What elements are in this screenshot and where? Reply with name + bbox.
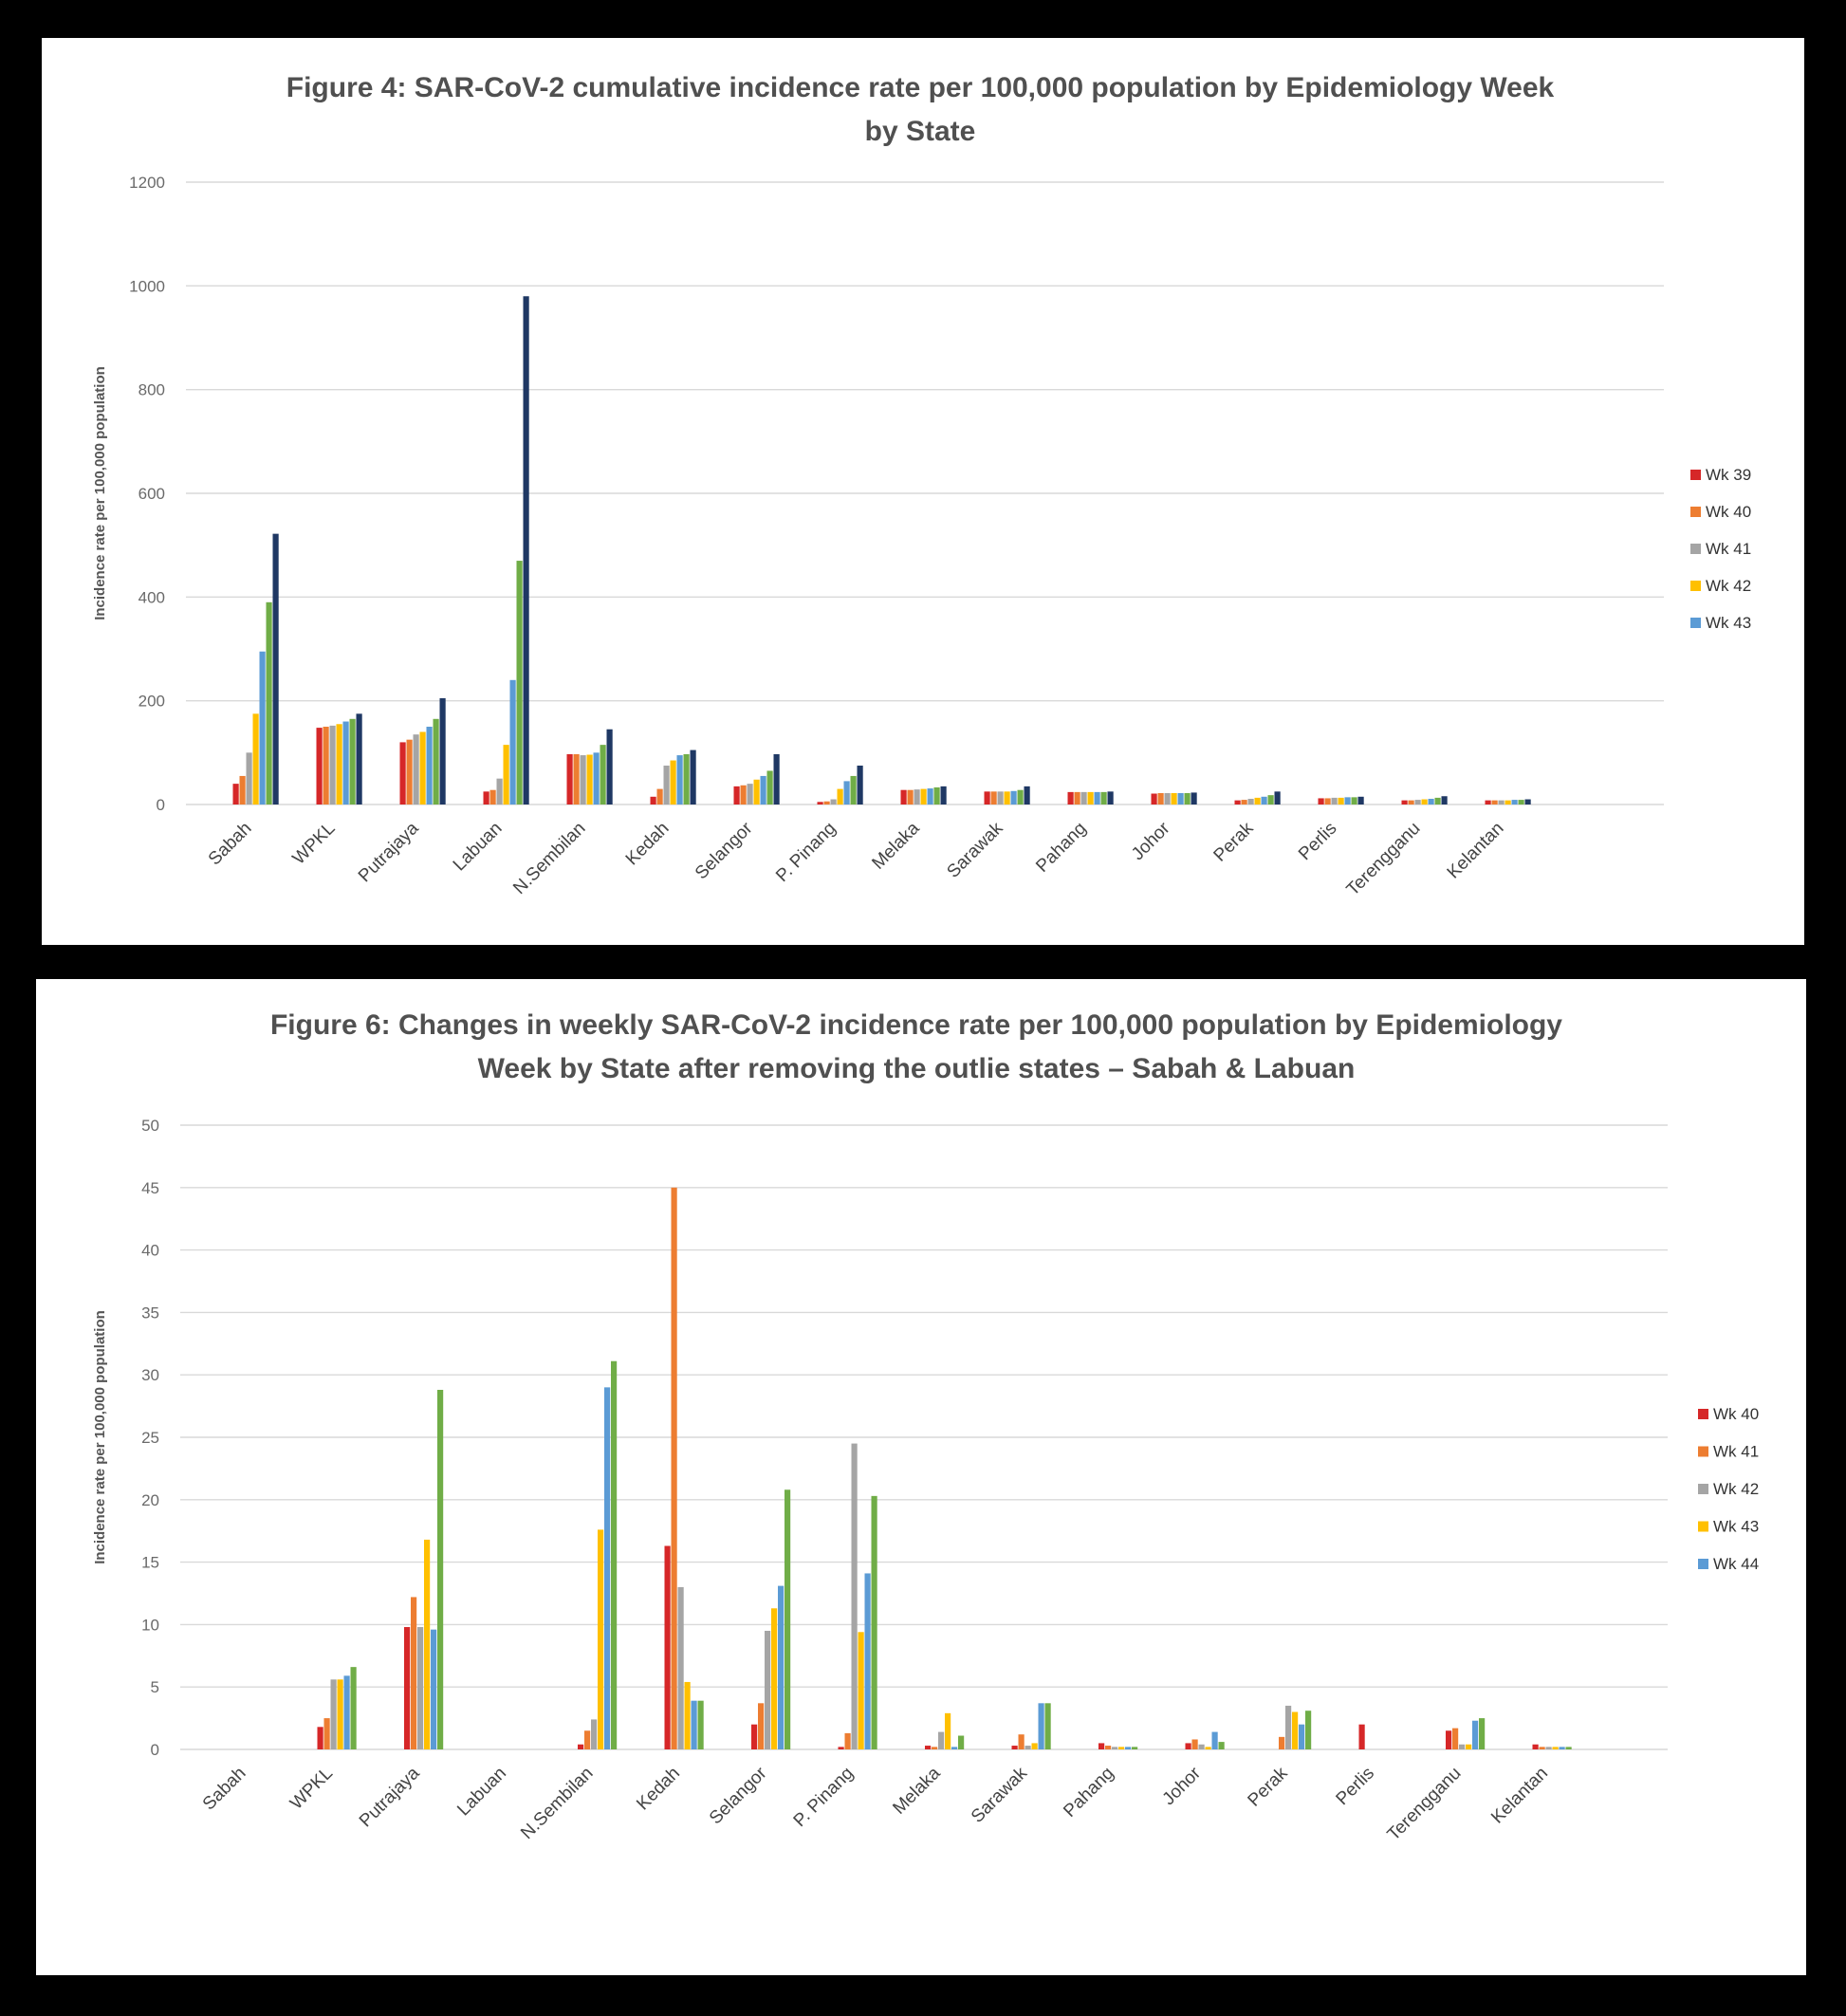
bar-melaka-series-1 (932, 1747, 937, 1749)
x-tick-label: Labuan (453, 1763, 511, 1821)
legend-swatch (1690, 618, 1701, 628)
y-tick-label: 35 (141, 1304, 159, 1322)
bar-sarawak-series-1 (991, 791, 997, 805)
y-axis-label: Incidence rate per 100,000 population (92, 366, 108, 620)
x-tick-label: Putrajaya (355, 1763, 424, 1832)
x-tick-label: Sarawak (943, 818, 1007, 882)
y-tick-label: 25 (141, 1429, 159, 1447)
chart-title-line: Figure 6: Changes in weekly SAR-CoV-2 incidence rate per 100,000 population by Epidemiology (269, 1009, 1563, 1041)
bar-perak-series-1 (1242, 800, 1247, 805)
bar-p-pinang-series-3 (838, 789, 843, 805)
bar-kelantan-series-3 (1553, 1747, 1559, 1749)
legend-swatch (1698, 1409, 1708, 1419)
bar-johor-series-1 (1158, 793, 1164, 805)
bar-perlis-series-3 (1338, 798, 1344, 805)
bar-perak-series-3 (1292, 1712, 1298, 1749)
bar-selangor-series-6 (774, 754, 780, 805)
bar-sabah-series-3 (253, 713, 259, 805)
legend-swatch (1690, 507, 1701, 517)
bars (318, 1188, 1572, 1749)
x-tick-label: P. Pinang (772, 818, 840, 887)
legend-label: Wk 44 (1713, 1555, 1760, 1573)
bar-perlis-series-0 (1319, 798, 1324, 805)
bar-terengganu-series-6 (1442, 796, 1448, 805)
x-tick-label: Perak (1209, 818, 1258, 866)
bar-johor-series-0 (1186, 1743, 1191, 1749)
bar-putrajaya-series-3 (420, 731, 426, 805)
bar-n-sembilan-series-4 (604, 1387, 610, 1749)
bar-johor-series-4 (1178, 793, 1184, 805)
legend-swatch (1698, 1559, 1708, 1569)
y-tick-label: 1000 (129, 277, 165, 296)
x-tick-label: Kelantan (1487, 1763, 1553, 1828)
bar-terengganu-series-3 (1422, 800, 1428, 805)
bar-melaka-series-0 (925, 1746, 931, 1749)
bar-kedah-series-2 (664, 766, 670, 805)
bar-melaka-series-6 (941, 786, 947, 805)
bar-wpkl-series-4 (344, 1675, 350, 1749)
bar-putrajaya-series-5 (437, 1390, 443, 1749)
bar-selangor-series-3 (754, 780, 760, 805)
bar-melaka-series-4 (951, 1747, 957, 1749)
x-tick-label: Terengganu (1342, 818, 1425, 900)
bar-wpkl-series-6 (357, 713, 362, 805)
bar-kelantan-series-4 (1512, 800, 1518, 805)
bar-sarawak-series-3 (1005, 791, 1010, 805)
bar-perlis-series-0 (1359, 1725, 1365, 1749)
bar-melaka-series-5 (958, 1736, 964, 1749)
bar-terengganu-series-5 (1479, 1718, 1485, 1749)
legend-label: Wk 40 (1713, 1405, 1760, 1423)
bar-terengganu-series-4 (1472, 1721, 1478, 1749)
x-tick-label: Kedah (621, 818, 674, 870)
bar-kedah-series-4 (692, 1701, 697, 1749)
bar-sabah-series-4 (260, 652, 266, 805)
bar-perak-series-6 (1275, 791, 1281, 805)
bar-terengganu-series-2 (1459, 1745, 1465, 1749)
bar-pahang-series-2 (1081, 792, 1087, 805)
legend-label: Wk 43 (1713, 1517, 1760, 1536)
bar-perak-series-4 (1299, 1725, 1304, 1749)
y-tick-label: 40 (141, 1241, 159, 1260)
bar-wpkl-series-2 (331, 1679, 337, 1749)
x-tick-label: Melaka (868, 818, 924, 874)
bar-kedah-series-3 (671, 761, 676, 805)
bar-selangor-series-3 (771, 1608, 777, 1749)
figure-6-panel (36, 979, 1806, 1975)
bar-sarawak-series-5 (1045, 1703, 1051, 1749)
bar-perak-series-5 (1268, 795, 1274, 805)
bar-sarawak-series-4 (1039, 1703, 1044, 1749)
bar-melaka-series-3 (945, 1713, 951, 1749)
bar-selangor-series-5 (785, 1489, 790, 1749)
figure-4-panel (42, 38, 1804, 945)
bar-kedah-series-0 (665, 1545, 671, 1749)
chart-title-line: by State (864, 116, 976, 147)
bar-p-pinang-series-0 (839, 1747, 844, 1749)
bar-sarawak-series-5 (1018, 790, 1024, 805)
bar-n-sembilan-series-0 (567, 754, 573, 805)
y-axis-label: Incidence rate per 100,000 population (92, 1310, 108, 1564)
y-tick-label: 600 (138, 485, 165, 503)
bar-kedah-series-0 (651, 797, 656, 805)
x-tick-label: Pahang (1060, 1763, 1118, 1822)
bar-pahang-series-6 (1108, 791, 1114, 805)
bar-kedah-series-2 (678, 1587, 684, 1749)
bar-perak-series-0 (1235, 801, 1241, 805)
bar-pahang-series-2 (1112, 1747, 1117, 1749)
bar-kelantan-series-6 (1525, 800, 1531, 805)
bar-wpkl-series-1 (323, 727, 329, 805)
legend-label: Wk 42 (1706, 577, 1752, 595)
y-tick-label: 800 (138, 380, 165, 399)
bar-wpkl-series-5 (350, 719, 356, 805)
bar-perlis-series-2 (1332, 798, 1338, 805)
bar-selangor-series-2 (748, 784, 753, 805)
bar-kelantan-series-1 (1492, 801, 1498, 805)
legend-label: Wk 41 (1713, 1442, 1760, 1461)
bar-terengganu-series-0 (1402, 801, 1408, 805)
x-tick-label: N.Sembilan (509, 818, 590, 898)
legend (1698, 1405, 1759, 1573)
bar-wpkl-series-0 (318, 1727, 323, 1749)
bar-p-pinang-series-5 (851, 776, 857, 805)
chart-title-line: Figure 4: SAR-CoV-2 cumulative incidence rate per 100,000 population by Epidemiology Week (286, 72, 1555, 103)
bar-perak-series-3 (1255, 798, 1261, 805)
bar-terengganu-series-2 (1415, 800, 1421, 805)
bar-wpkl-series-3 (338, 1679, 343, 1749)
bar-perlis-series-5 (1352, 797, 1357, 805)
bar-wpkl-series-1 (324, 1718, 330, 1749)
bar-p-pinang-series-6 (858, 766, 863, 805)
bar-sabah-series-0 (233, 784, 239, 805)
figure-4-chart (42, 38, 1804, 945)
y-tick-label: 200 (138, 692, 165, 711)
bar-perak-series-5 (1305, 1711, 1311, 1749)
bar-n-sembilan-series-2 (591, 1719, 597, 1749)
bar-kelantan-series-2 (1546, 1747, 1552, 1749)
x-tick-label: Sarawak (967, 1763, 1032, 1827)
bar-pahang-series-1 (1075, 792, 1080, 805)
figure-6-chart (36, 979, 1806, 1975)
bar-kelantan-series-5 (1566, 1747, 1572, 1749)
y-tick-label: 45 (141, 1178, 159, 1197)
bar-melaka-series-2 (914, 789, 920, 805)
bar-putrajaya-series-1 (411, 1597, 416, 1749)
bar-sarawak-series-3 (1032, 1743, 1038, 1749)
bar-n-sembilan-series-0 (578, 1745, 583, 1749)
bar-n-sembilan-series-4 (594, 752, 600, 805)
bar-johor-series-5 (1219, 1742, 1225, 1749)
bar-wpkl-series-2 (330, 726, 336, 805)
x-tick-label: Pahang (1032, 818, 1091, 877)
bar-putrajaya-series-6 (440, 698, 446, 805)
bar-johor-series-4 (1212, 1732, 1218, 1749)
x-tick-label: Labuan (449, 818, 507, 876)
legend-label: Wk 40 (1706, 503, 1752, 521)
bar-melaka-series-0 (901, 790, 907, 805)
bar-kedah-series-1 (672, 1188, 677, 1749)
bar-putrajaya-series-0 (400, 742, 406, 805)
x-tick-label: Kelantan (1443, 818, 1508, 883)
legend-label: Wk 41 (1706, 540, 1752, 558)
legend (1690, 466, 1751, 632)
x-tick-label: Selangor (705, 1763, 771, 1829)
bar-labuan-series-2 (497, 779, 503, 805)
x-tick-label: Sabah (204, 818, 256, 870)
bar-pahang-series-0 (1068, 792, 1074, 805)
bar-sabah-series-1 (240, 776, 246, 805)
bar-selangor-series-0 (734, 786, 740, 805)
bar-johor-series-2 (1165, 793, 1171, 805)
bar-labuan-series-3 (504, 745, 509, 805)
bar-johor-series-0 (1152, 794, 1157, 805)
bar-melaka-series-2 (938, 1732, 944, 1749)
legend-swatch (1698, 1522, 1708, 1532)
bar-wpkl-series-3 (337, 724, 342, 805)
legend-label: Wk 42 (1713, 1480, 1760, 1498)
bar-selangor-series-4 (761, 776, 766, 805)
bar-perak-series-1 (1279, 1737, 1284, 1749)
x-tick-label: WPKL (286, 1763, 338, 1814)
x-tick-label: Perak (1244, 1763, 1292, 1811)
bar-putrajaya-series-3 (424, 1540, 430, 1749)
bar-labuan-series-5 (517, 561, 523, 805)
x-tick-label: Perlis (1295, 818, 1341, 865)
bar-melaka-series-4 (928, 788, 933, 805)
x-tick-label: WPKL (288, 818, 340, 869)
y-tick-label: 20 (141, 1490, 159, 1509)
bar-johor-series-6 (1191, 792, 1197, 805)
x-tick-label: Kedah (633, 1763, 685, 1815)
bar-sabah-series-2 (247, 752, 252, 805)
gridlines (186, 182, 1664, 805)
x-tick-label: Melaka (889, 1763, 945, 1819)
x-tick-label: Johor (1128, 818, 1174, 865)
legend-label: Wk 39 (1706, 466, 1752, 484)
bar-kelantan-series-4 (1560, 1747, 1565, 1749)
bar-pahang-series-5 (1101, 792, 1107, 805)
chart-title-line: Week by State after removing the outlie states – Sabah & Labuan (477, 1053, 1356, 1084)
bar-sabah-series-5 (267, 602, 272, 805)
bar-pahang-series-3 (1088, 792, 1094, 805)
legend-swatch (1698, 1447, 1708, 1457)
bar-p-pinang-series-4 (865, 1573, 871, 1749)
bar-pahang-series-5 (1132, 1747, 1137, 1749)
x-tick-label: N.Sembilan (517, 1763, 598, 1843)
bar-n-sembilan-series-1 (574, 754, 580, 805)
bar-perak-series-2 (1285, 1706, 1291, 1749)
bar-perlis-series-1 (1325, 798, 1331, 805)
bar-n-sembilan-series-3 (598, 1529, 603, 1749)
bar-n-sembilan-series-6 (607, 730, 613, 805)
bars (233, 296, 1531, 805)
bar-n-sembilan-series-1 (584, 1730, 590, 1749)
y-tick-label: 10 (141, 1616, 159, 1635)
x-tick-label: Perlis (1332, 1763, 1379, 1810)
bar-melaka-series-3 (921, 789, 927, 805)
y-tick-label: 0 (156, 796, 165, 814)
bar-n-sembilan-series-5 (600, 745, 606, 805)
bar-putrajaya-series-5 (434, 719, 439, 805)
y-tick-label: 5 (150, 1678, 159, 1697)
bar-kedah-series-4 (677, 755, 683, 805)
bar-wpkl-series-0 (317, 728, 323, 805)
x-tick-label: Terengganu (1383, 1763, 1466, 1845)
x-tick-label: P. Pinang (789, 1763, 858, 1832)
x-tick-label: Putrajaya (354, 818, 423, 887)
bar-labuan-series-4 (510, 680, 516, 805)
bar-p-pinang-series-2 (831, 800, 837, 805)
bar-selangor-series-1 (758, 1703, 764, 1749)
bar-n-sembilan-series-2 (581, 755, 586, 805)
bar-selangor-series-5 (767, 770, 773, 805)
bar-sarawak-series-4 (1011, 791, 1017, 805)
bar-perlis-series-4 (1345, 797, 1351, 805)
bar-johor-series-2 (1199, 1745, 1205, 1749)
bar-johor-series-5 (1185, 793, 1191, 805)
bar-terengganu-series-1 (1409, 801, 1414, 805)
bar-kedah-series-6 (691, 750, 696, 805)
bar-kedah-series-1 (657, 789, 663, 805)
bar-kedah-series-5 (698, 1701, 704, 1749)
x-tick-label: Sabah (198, 1763, 250, 1815)
bar-sabah-series-6 (273, 534, 279, 805)
bar-labuan-series-1 (490, 790, 496, 805)
bar-pahang-series-4 (1125, 1747, 1131, 1749)
bar-kelantan-series-1 (1540, 1747, 1545, 1749)
bar-sarawak-series-1 (1019, 1734, 1025, 1749)
bar-johor-series-1 (1192, 1739, 1198, 1749)
bar-sarawak-series-0 (985, 791, 990, 805)
y-tick-label: 15 (141, 1553, 159, 1572)
bar-kedah-series-5 (684, 754, 690, 805)
bar-melaka-series-1 (908, 790, 914, 805)
y-tick-label: 30 (141, 1366, 159, 1385)
bar-p-pinang-series-1 (824, 802, 830, 805)
bar-sarawak-series-2 (998, 791, 1004, 805)
bar-kelantan-series-2 (1499, 801, 1504, 805)
bar-n-sembilan-series-3 (587, 755, 593, 805)
bar-p-pinang-series-5 (872, 1496, 877, 1749)
bar-kelantan-series-3 (1505, 801, 1511, 805)
bar-putrajaya-series-4 (431, 1630, 436, 1749)
bar-perak-series-2 (1248, 799, 1254, 805)
bar-kelantan-series-0 (1533, 1745, 1539, 1749)
bar-labuan-series-0 (484, 791, 489, 805)
bar-kelantan-series-5 (1519, 800, 1524, 805)
bar-kedah-series-3 (685, 1682, 691, 1749)
bar-putrajaya-series-2 (417, 1627, 423, 1749)
legend-swatch (1690, 470, 1701, 480)
bar-pahang-series-1 (1105, 1746, 1111, 1749)
bar-selangor-series-2 (765, 1631, 770, 1749)
bar-terengganu-series-0 (1446, 1730, 1451, 1749)
y-tick-label: 400 (138, 588, 165, 607)
bar-selangor-series-4 (778, 1586, 784, 1749)
bar-wpkl-series-4 (343, 722, 349, 805)
bar-p-pinang-series-0 (818, 802, 823, 805)
bar-pahang-series-4 (1095, 792, 1100, 805)
bar-p-pinang-series-3 (858, 1632, 864, 1749)
legend-swatch (1690, 581, 1701, 591)
bar-perlis-series-6 (1358, 797, 1364, 805)
y-tick-label: 1200 (129, 174, 165, 192)
bar-terengganu-series-3 (1466, 1745, 1471, 1749)
gridlines (180, 1125, 1668, 1749)
bar-p-pinang-series-4 (844, 781, 850, 805)
bar-kelantan-series-0 (1486, 801, 1491, 805)
bar-putrajaya-series-1 (407, 740, 413, 805)
bar-perak-series-4 (1262, 797, 1267, 805)
bar-putrajaya-series-4 (427, 727, 433, 805)
bar-terengganu-series-5 (1435, 798, 1441, 805)
bar-p-pinang-series-1 (845, 1733, 851, 1749)
bar-sarawak-series-6 (1025, 786, 1030, 805)
x-tick-label: Johor (1158, 1763, 1206, 1810)
bar-pahang-series-0 (1098, 1743, 1104, 1749)
bar-putrajaya-series-2 (414, 734, 419, 805)
bar-johor-series-3 (1172, 793, 1177, 805)
bar-terengganu-series-4 (1429, 799, 1434, 805)
bar-pahang-series-3 (1118, 1747, 1124, 1749)
bar-terengganu-series-1 (1452, 1729, 1458, 1749)
bar-p-pinang-series-2 (852, 1444, 858, 1749)
bar-labuan-series-6 (524, 296, 529, 805)
bar-wpkl-series-5 (351, 1667, 357, 1749)
bar-melaka-series-5 (934, 787, 940, 805)
legend-swatch (1698, 1484, 1708, 1494)
legend-swatch (1690, 544, 1701, 554)
bar-sarawak-series-0 (1012, 1746, 1018, 1749)
bar-n-sembilan-series-5 (611, 1361, 617, 1749)
y-tick-label: 50 (141, 1117, 159, 1135)
bar-selangor-series-0 (751, 1725, 757, 1749)
bar-johor-series-3 (1206, 1747, 1211, 1749)
x-tick-label: Selangor (691, 818, 757, 884)
legend-label: Wk 43 (1706, 614, 1752, 632)
bar-putrajaya-series-0 (404, 1627, 410, 1749)
y-tick-label: 0 (150, 1741, 159, 1759)
bar-selangor-series-1 (741, 786, 747, 805)
bar-sarawak-series-2 (1025, 1746, 1031, 1749)
